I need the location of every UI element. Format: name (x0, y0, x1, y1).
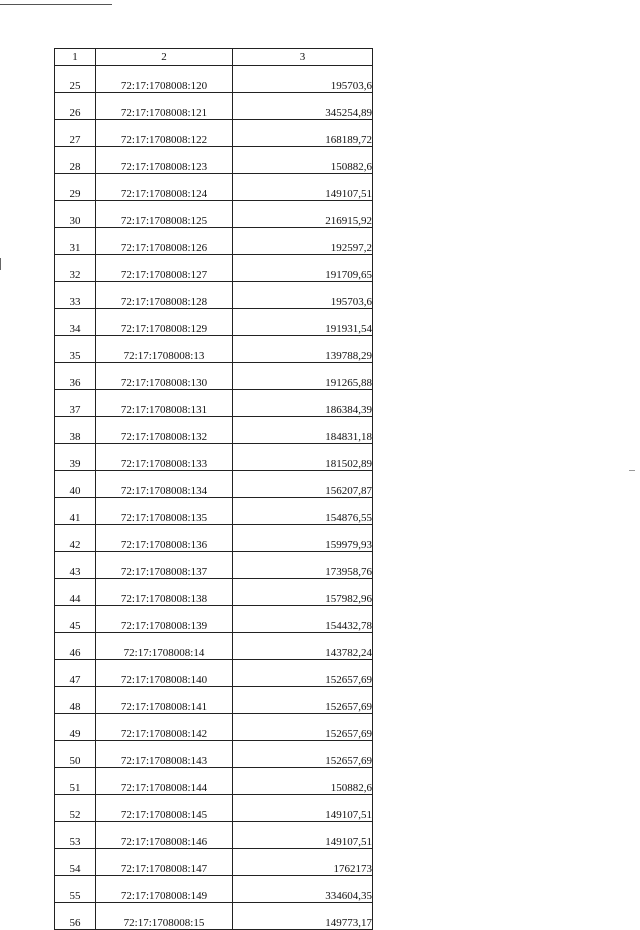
table-row (55, 849, 373, 876)
cadastral-table (54, 48, 373, 930)
cadastral-number: 72:17:1708008:13 (96, 336, 233, 363)
row-number: 45 (55, 606, 96, 633)
header-col-3: 3 (233, 49, 373, 66)
cadastral-value: 159979,93 (233, 525, 373, 552)
cadastral-value: 192597,2 (233, 228, 373, 255)
table-row (55, 228, 373, 255)
table-row (55, 147, 373, 174)
cadastral-value: 184831,18 (233, 417, 373, 444)
cadastral-value: 334604,35 (233, 876, 373, 903)
row-number: 28 (55, 147, 96, 174)
table-row (55, 714, 373, 741)
table-row (55, 795, 373, 822)
cadastral-number: 72:17:1708008:123 (96, 147, 233, 174)
cadastral-number: 72:17:1708008:139 (96, 606, 233, 633)
row-number: 42 (55, 525, 96, 552)
cadastral-value: 149107,51 (233, 795, 373, 822)
cadastral-number: 72:17:1708008:131 (96, 390, 233, 417)
table-row (55, 525, 373, 552)
row-number: 51 (55, 768, 96, 795)
row-number: 39 (55, 444, 96, 471)
table-row (55, 255, 373, 282)
table-row (55, 633, 373, 660)
cadastral-number: 72:17:1708008:142 (96, 714, 233, 741)
row-number: 49 (55, 714, 96, 741)
scan-edge-line (0, 4, 112, 5)
cadastral-number: 72:17:1708008:130 (96, 363, 233, 390)
table-row (55, 390, 373, 417)
cadastral-number: 72:17:1708008:133 (96, 444, 233, 471)
row-number: 50 (55, 741, 96, 768)
cadastral-value: 149107,51 (233, 174, 373, 201)
cadastral-value: 191265,88 (233, 363, 373, 390)
cadastral-number: 72:17:1708008:147 (96, 849, 233, 876)
row-number: 27 (55, 120, 96, 147)
cadastral-value: 150882,6 (233, 768, 373, 795)
cadastral-value: 157982,96 (233, 579, 373, 606)
row-number: 38 (55, 417, 96, 444)
table-row (55, 120, 373, 147)
header-col-2: 2 (96, 49, 233, 66)
cadastral-value: 139788,29 (233, 336, 373, 363)
cadastral-number: 72:17:1708008:125 (96, 201, 233, 228)
cadastral-number: 72:17:1708008:14 (96, 633, 233, 660)
table-row (55, 417, 373, 444)
scan-mark-right (629, 470, 635, 471)
row-number: 34 (55, 309, 96, 336)
cadastral-number: 72:17:1708008:138 (96, 579, 233, 606)
cadastral-number: 72:17:1708008:141 (96, 687, 233, 714)
cadastral-value: 186384,39 (233, 390, 373, 417)
row-number: 32 (55, 255, 96, 282)
cadastral-number: 72:17:1708008:134 (96, 471, 233, 498)
table-row (55, 471, 373, 498)
cadastral-number: 72:17:1708008:145 (96, 795, 233, 822)
cadastral-number: 72:17:1708008:143 (96, 741, 233, 768)
cadastral-number: 72:17:1708008:120 (96, 66, 233, 93)
cadastral-number: 72:17:1708008:122 (96, 120, 233, 147)
table-row (55, 444, 373, 471)
row-number: 36 (55, 363, 96, 390)
cadastral-number: 72:17:1708008:144 (96, 768, 233, 795)
cadastral-value: 152657,69 (233, 687, 373, 714)
cadastral-value: 191931,54 (233, 309, 373, 336)
table-row (55, 876, 373, 903)
row-number: 54 (55, 849, 96, 876)
table-header (55, 49, 373, 66)
table-row (55, 282, 373, 309)
row-number: 37 (55, 390, 96, 417)
cadastral-value: 154432,78 (233, 606, 373, 633)
cadastral-number: 72:17:1708008:149 (96, 876, 233, 903)
table-row (55, 579, 373, 606)
row-number: 43 (55, 552, 96, 579)
table-row (55, 66, 373, 93)
cadastral-value: 152657,69 (233, 741, 373, 768)
cadastral-value: 1762173 (233, 849, 373, 876)
table-row (55, 498, 373, 525)
cadastral-value: 345254,89 (233, 93, 373, 120)
cadastral-value: 168189,72 (233, 120, 373, 147)
row-number: 52 (55, 795, 96, 822)
cadastral-number: 72:17:1708008:146 (96, 822, 233, 849)
cadastral-number: 72:17:1708008:128 (96, 282, 233, 309)
cadastral-number: 72:17:1708008:132 (96, 417, 233, 444)
header-row (55, 49, 373, 66)
table-row (55, 363, 373, 390)
table-row (55, 309, 373, 336)
row-number: 53 (55, 822, 96, 849)
table-row (55, 93, 373, 120)
cadastral-value: 149773,17 (233, 903, 373, 930)
table-row (55, 741, 373, 768)
table-row (55, 687, 373, 714)
cadastral-number: 72:17:1708008:121 (96, 93, 233, 120)
cadastral-value: 195703,6 (233, 66, 373, 93)
cadastral-value: 152657,69 (233, 660, 373, 687)
row-number: 46 (55, 633, 96, 660)
row-number: 48 (55, 687, 96, 714)
table-row (55, 606, 373, 633)
cadastral-value: 216915,92 (233, 201, 373, 228)
row-number: 56 (55, 903, 96, 930)
cadastral-value: 195703,6 (233, 282, 373, 309)
row-number: 47 (55, 660, 96, 687)
row-number: 55 (55, 876, 96, 903)
table-row (55, 768, 373, 795)
table-row (55, 201, 373, 228)
cadastral-value: 152657,69 (233, 714, 373, 741)
table-row (55, 903, 373, 930)
cadastral-number: 72:17:1708008:15 (96, 903, 233, 930)
row-number: 35 (55, 336, 96, 363)
row-number: 33 (55, 282, 96, 309)
row-number: 29 (55, 174, 96, 201)
row-number: 40 (55, 471, 96, 498)
cadastral-value: 156207,87 (233, 471, 373, 498)
row-number: 31 (55, 228, 96, 255)
cadastral-value: 191709,65 (233, 255, 373, 282)
cadastral-number: 72:17:1708008:124 (96, 174, 233, 201)
row-number: 25 (55, 66, 96, 93)
cadastral-number: 72:17:1708008:140 (96, 660, 233, 687)
row-number: 30 (55, 201, 96, 228)
cadastral-number: 72:17:1708008:137 (96, 552, 233, 579)
table-row (55, 822, 373, 849)
row-number: 26 (55, 93, 96, 120)
cadastral-number: 72:17:1708008:135 (96, 498, 233, 525)
cadastral-value: 173958,76 (233, 552, 373, 579)
cadastral-value: 150882,6 (233, 147, 373, 174)
cadastral-value: 154876,55 (233, 498, 373, 525)
table-body (55, 66, 373, 930)
cadastral-value: 181502,89 (233, 444, 373, 471)
cadastral-number: 72:17:1708008:126 (96, 228, 233, 255)
cadastral-value: 143782,24 (233, 633, 373, 660)
table-row (55, 552, 373, 579)
table-row (55, 660, 373, 687)
table-row (55, 174, 373, 201)
cadastral-value: 149107,51 (233, 822, 373, 849)
cadastral-number: 72:17:1708008:127 (96, 255, 233, 282)
cadastral-number: 72:17:1708008:129 (96, 309, 233, 336)
row-number: 44 (55, 579, 96, 606)
cadastral-number: 72:17:1708008:136 (96, 525, 233, 552)
table-row (55, 336, 373, 363)
header-col-1: 1 (55, 49, 96, 66)
row-number: 41 (55, 498, 96, 525)
scan-mark-left (0, 258, 1, 270)
